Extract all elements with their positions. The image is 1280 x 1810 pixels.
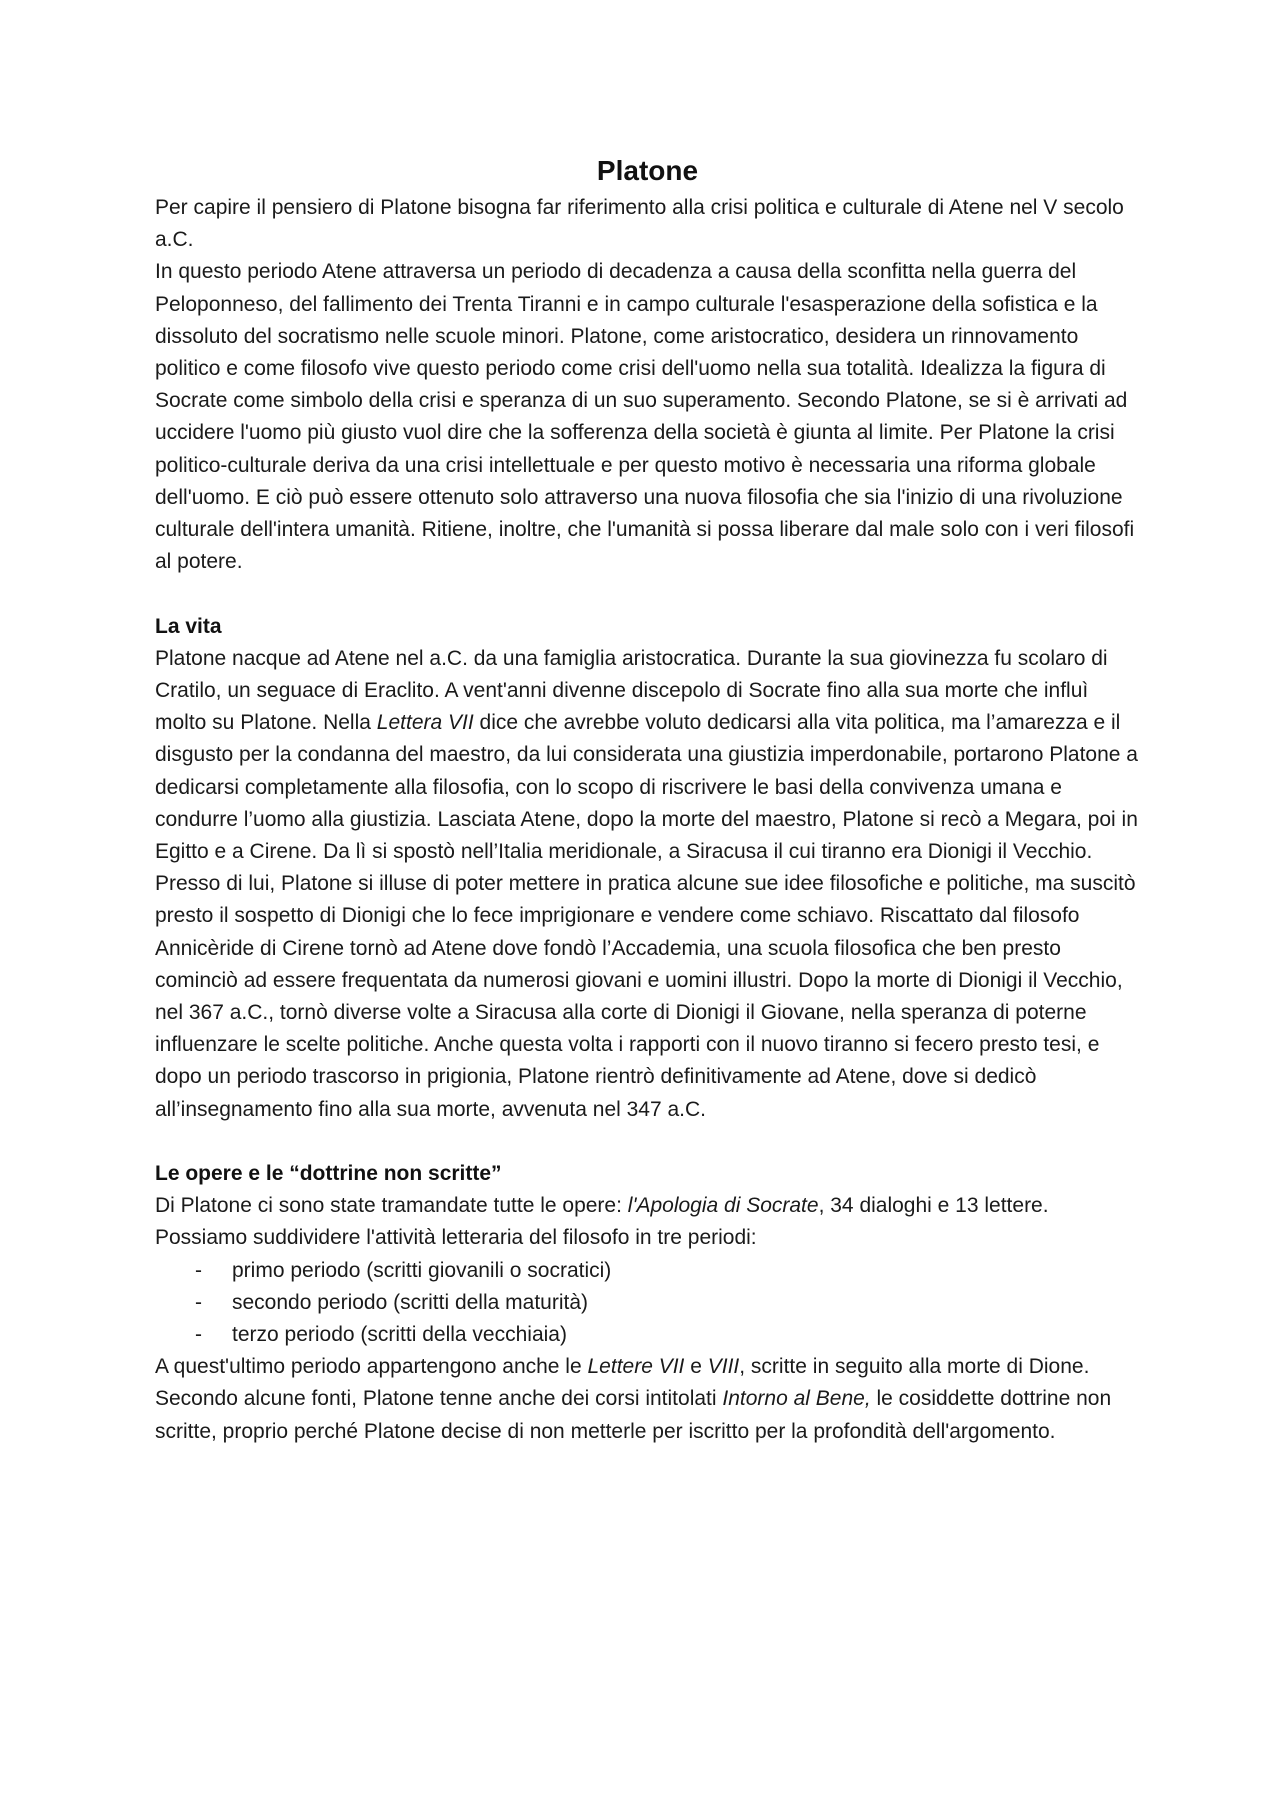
opere-paragraph-3 (155, 1383, 1140, 1447)
list-item-text: terzo periodo (scritti della vecchiaia) (232, 1323, 567, 1347)
document-page (155, 152, 1140, 1448)
vita-paragraph (155, 643, 1140, 1126)
intro-paragraph-2: In questo periodo Atene attraversa un periodo di decadenza a causa della sconfitta nella guerra del Peloponneso, del fallimento dei Trenta Tiranni e in campo culturale l'esasperazione della sofistica e la dissoluto del socratismo nelle scuole minori. Platone, come aristocratico, desidera un rinnovamento politico e come filosofo vive questo periodo come crisi dell'uomo nella sua totalità. Idealizza la figura di Socrate come simbolo della crisi e speranza di un suo superamento. Secondo Platone, se si è arrivati ad uccidere l'uomo più giusto vuol dire che la sofferenza della società è giunta al limite. Per Platone la crisi politico-culturale deriva da una crisi intellettuale e per questo motivo è necessaria una riforma globale dell'uomo. E ciò può essere ottenuto solo attraverso una nuova filosofia che sia l'inizio di una rivoluzione culturale dell'intera umanità. Ritiene, inoltre, che l'umanità si possa liberare dal male solo con i veri filosofi al potere. (155, 260, 1135, 574)
opere-paragraph-1 (155, 1190, 1140, 1254)
opere-p2-italic-1: Lettere VII (587, 1355, 685, 1379)
list-dash: - (195, 1323, 202, 1347)
opere-p3-a: Secondo alcune fonti, Platone tenne anche dei corsi intitolati (155, 1387, 723, 1411)
vita-text-italic: Lettera VII (376, 711, 474, 735)
document-title: Platone (596, 155, 699, 186)
opere-p1-a: Di Platone ci sono state tramandate tutte le opere: (155, 1194, 628, 1218)
list-item (155, 1287, 1140, 1319)
opere-p1-italic: l'Apologia di Socrate (627, 1194, 819, 1218)
opere-paragraph-2 (155, 1351, 1140, 1383)
opere-p1-b: , 34 dialoghi e 13 lettere. Possiamo suddividere l'attività letteraria del filosofo in tre periodi: (155, 1194, 1049, 1250)
opere-p3-italic: Intorno al Bene, (722, 1387, 871, 1411)
opere-p2-mid: e (684, 1355, 708, 1379)
list-item (155, 1319, 1140, 1351)
opere-p3-b: le cosiddette dottrine non scritte, proprio perché Platone decise di non metterle per iscritto per la profondità dell'argomento. (155, 1387, 1112, 1443)
list-dash: - (195, 1290, 202, 1314)
list-dash: - (195, 1258, 202, 1282)
intro-paragraph-1: Per capire il pensiero di Platone bisogna far riferimento alla crisi politica e culturale di Atene nel V secolo a.C. (155, 196, 1124, 252)
section-spacer (155, 578, 1140, 610)
periods-list (155, 1255, 1140, 1352)
vita-text-b: dice che avrebbe voluto dedicarsi alla vita politica, ma l’amarezza e il disgusto per la condanna del maestro, da lui considerata una giustizia imperdonabile, portarono Platone a dedicarsi completamente alla filosofia, con lo scopo di riscrivere le basi della convivenza umana e condurre l’uomo alla giustizia. Lasciata Atene, dopo la morte del maestro, Platone si recò a Megara, poi in Egitto e a Cirene. Da lì si spostò nell’Italia meridionale, a Siracusa il cui tiranno era Dionigi il Vecchio. Presso di lui, Platone si illuse di poter mettere in pratica alcune sue idee filosofiche e politiche, ma suscitò presto il sospetto di Dionigi che lo fece imprigionare e vendere come schiavo. Riscattato dal filosofo Annicèride di Cirene tornò ad Atene dove fondò l’Accademia, una scuola filosofica che ben presto cominciò ad essere frequentata da numerosi giovani e uomini illustri. Dopo la morte di Dionigi il Vecchio, nel 367 a.C., tornò diverse volte a Siracusa alla corte di Dionigi il Giovane, nella speranza di poterne influenzare le scelte politiche. Anche questa volta i rapporti con il nuovo tiranno si fecero presto tesi, e dopo un periodo trascorso in prigionia, Platone rientrò definitivamente ad Atene, dove si dedicò all’insegnamento fino alla sua morte, avvenuta nel 347 a.C. (155, 711, 1138, 1121)
section-heading-vita: La vita (155, 614, 222, 638)
section-spacer (155, 1126, 1140, 1158)
opere-p2-italic-2: VIII (707, 1355, 740, 1379)
vita-text-a: Platone nacque ad Atene nel a.C. da una famiglia aristocratica. Durante la sua giovinezza fu scolaro di Cratilo, un seguace di Eraclito. A vent'anni divenne discepolo di Socrate fino alla sua morte che influì molto su Platone. Nella (155, 646, 1108, 735)
section-heading-opere: Le opere e le “dottrine non scritte” (155, 1162, 502, 1186)
opere-p2-b: , scritte in seguito alla morte di Dione. (739, 1355, 1090, 1379)
list-item-text: primo periodo (scritti giovanili o socratici) (232, 1258, 612, 1282)
list-item (155, 1255, 1140, 1287)
opere-p2-a: A quest'ultimo periodo appartengono anche le (155, 1355, 588, 1379)
list-item-text: secondo periodo (scritti della maturità) (232, 1290, 588, 1314)
